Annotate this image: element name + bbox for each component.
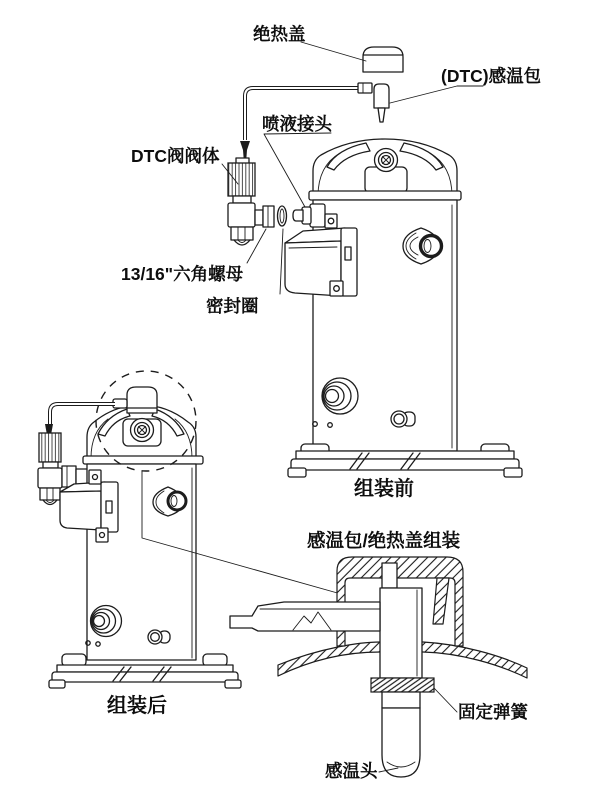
label-liquid-injection-connector: 喷液接头: [262, 114, 332, 134]
sensor-bulb-drawing: [358, 83, 389, 122]
label-dtc-sensor-bulb: (DTC)感温包: [441, 66, 542, 86]
seal-ring-drawing: [278, 206, 287, 226]
detail-section-drawing: [230, 557, 527, 777]
injection-port-drawing: [293, 204, 325, 227]
label-hex-nut: 13/16"六角螺母: [121, 264, 244, 284]
dtc-valve-drawing: [228, 141, 274, 245]
caption-after-assembly: 组装后: [107, 695, 167, 717]
detail-title: 感温包/绝热盖组装: [307, 530, 461, 551]
label-sensor-head: 感温头: [325, 761, 378, 781]
compressor-after-drawing: [38, 371, 241, 688]
label-seal-ring: 密封圈: [206, 296, 259, 316]
label-dtc-valve-body: DTC阀阀体: [131, 146, 220, 166]
compressor-before-drawing: [285, 139, 522, 477]
label-insulation-cap: 绝热盖: [253, 24, 306, 44]
insulation-cap-drawing: [363, 47, 403, 72]
label-fixing-spring: 固定弹簧: [458, 702, 528, 722]
caption-before-assembly: 组装前: [354, 478, 414, 500]
